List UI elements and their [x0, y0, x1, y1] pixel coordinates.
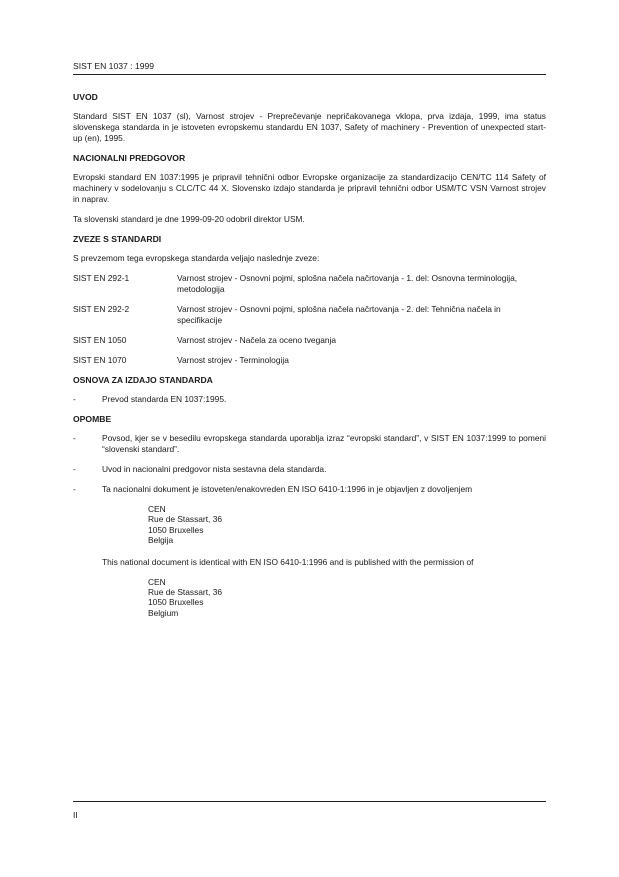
page-number: II [73, 810, 78, 820]
section-heading-zveze: ZVEZE S STANDARDI [73, 234, 162, 244]
address-line: Rue de Stassart, 36 [148, 514, 223, 525]
reference-title: Varnost strojev - Načela za oceno tveganja [177, 335, 337, 345]
predgovor-paragraph-1: Evropski standard EN 1037:1995 je pripravil tehnični odbor Evropske organizacije za standardizacijo CEN/TC 114 Safety of machinery v sodelovanju s CLC/TC 44 X. Slovensko izdajo standarda je pripravil tehnični odbor USM/TC VSN Varnost strojev in naprav. [73, 172, 546, 204]
reference-code: SIST EN 1070 [73, 355, 127, 365]
list-item [73, 464, 546, 475]
reference-row [73, 335, 546, 346]
reference-title: Varnost strojev - Osnovni pojmi, splošna načela načrtovanja - 1. del: Osnovna terminologija, metodologija [177, 273, 518, 294]
reference-row [73, 304, 546, 326]
english-note: This national document is identical with EN ISO 6410-1:1996 and is published with the permission of [102, 556, 474, 567]
footer-rule [73, 801, 546, 802]
dash-bullet: - [73, 484, 76, 494]
dash-bullet: - [73, 464, 76, 474]
address-line: CEN [148, 576, 166, 587]
opombe-item-2: Uvod in nacionalni predgovor nista sestavna dela standarda. [102, 464, 327, 474]
address-line: 1050 Bruxelles [148, 524, 204, 535]
running-header: SIST EN 1037 : 1999 [73, 61, 155, 71]
header-rule [73, 74, 546, 75]
section-heading-predgovor: NACIONALNI PREDGOVOR [73, 153, 186, 163]
address-line: Belgija [148, 535, 174, 546]
reference-title: Varnost strojev - Osnovni pojmi, splošna načela načrtovanja - 2. del: Tehnična načela in specifikacije [177, 304, 501, 325]
reference-code: SIST EN 1050 [73, 335, 127, 345]
reference-row [73, 355, 546, 366]
opombe-item-3: Ta nacionalni dokument je istoveten/enakovreden EN ISO 6410-1:1996 in je objavljen z dovoljenjem [102, 484, 473, 494]
page-body [73, 92, 546, 627]
section-heading-opombe: OPOMBE [73, 414, 112, 424]
address-line: 1050 Bruxelles [148, 597, 204, 608]
address-line: CEN [148, 504, 166, 514]
address-block-sl [148, 504, 546, 546]
zveze-intro: S prevzemom tega evropskega standarda veljajo naslednje zveze: [73, 253, 320, 263]
reference-row [73, 273, 546, 295]
reference-title: Varnost strojev - Terminologija [177, 355, 289, 365]
address-block-en [148, 577, 546, 619]
address-line: Belgium [148, 607, 179, 618]
osnova-item: Prevod standarda EN 1037:1995. [102, 394, 227, 404]
address-line: Rue de Stassart, 36 [148, 587, 223, 598]
dash-bullet: - [73, 394, 76, 404]
list-item [73, 394, 546, 405]
dash-bullet: - [73, 433, 76, 443]
section-heading-uvod: UVOD [73, 92, 98, 102]
section-heading-osnova: OSNOVA ZA IZDAJO STANDARDA [73, 375, 213, 385]
list-item [73, 484, 546, 495]
predgovor-paragraph-2: Ta slovenski standard je dne 1999-09-20 odobril direktor USM. [73, 214, 305, 224]
list-item [73, 433, 546, 455]
reference-code: SIST EN 292-2 [73, 304, 130, 314]
uvod-paragraph: Standard SIST EN 1037 (sl), Varnost strojev - Preprečevanje nepričakovanega vklopa, prva izdaja, 1999, ima status slovenskega standarda in je istoveten evropskemu standardu EN 1037, Safety of machinery - Prevention of unexpected start-up (en), 1995. [73, 111, 546, 143]
opombe-item-1: Povsod, kjer se v besedilu evropskega standarda uporablja izraz “evropski standard”, v SIST EN 1037:1999 to pomeni “slovenski standard”. [102, 433, 546, 454]
reference-code: SIST EN 292-1 [73, 273, 130, 283]
